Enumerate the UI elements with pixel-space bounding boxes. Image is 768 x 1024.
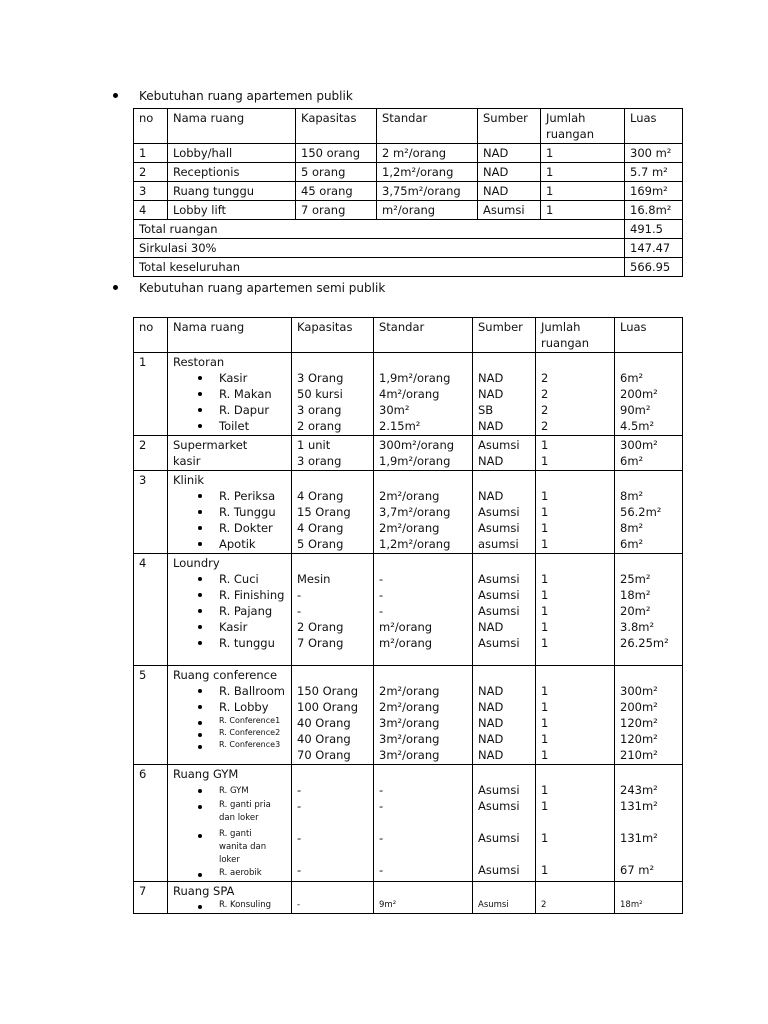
total-value: 147.47 xyxy=(625,239,683,258)
cell: 169m² xyxy=(625,182,683,201)
sumber-cell xyxy=(473,666,536,765)
cell: 2 m²/orang xyxy=(377,144,478,163)
kapasitas-cell xyxy=(292,554,374,666)
kapasitas-cell xyxy=(292,666,374,765)
standar-cell xyxy=(374,882,473,914)
value: 150 Orang xyxy=(297,684,359,698)
cell: 1 xyxy=(541,201,625,220)
list-item: R. Cuci xyxy=(173,571,286,587)
header-row xyxy=(134,109,683,144)
value: m²/orang xyxy=(379,636,433,650)
cell: 16.8m² xyxy=(625,201,683,220)
value: 1 xyxy=(541,521,549,535)
jumlah-cell xyxy=(536,436,615,471)
cell: 45 orang xyxy=(296,182,377,201)
kapasitas-cell xyxy=(292,882,374,914)
cell: 1 xyxy=(541,144,625,163)
header-cell: Standar xyxy=(374,318,473,353)
value: 4.5m² xyxy=(620,419,655,433)
value: - xyxy=(379,799,384,813)
list-item: R. Dapur xyxy=(173,402,286,418)
row-number: 1 xyxy=(134,353,168,436)
header-cell: Standar xyxy=(377,109,478,144)
jumlah-cell xyxy=(536,471,615,554)
cell: 3 xyxy=(134,182,168,201)
cell: m²/orang xyxy=(377,201,478,220)
value: Mesin xyxy=(297,572,331,586)
value: 1 xyxy=(541,588,549,602)
header-cell: no xyxy=(134,318,168,353)
value: 1 xyxy=(541,604,549,618)
value: SB xyxy=(478,403,494,417)
value: 1 xyxy=(541,748,549,762)
value: 1 xyxy=(541,489,549,503)
value: asumsi xyxy=(478,537,519,551)
list-item: R. Conference1 xyxy=(173,715,286,727)
cell: 5.7 m² xyxy=(625,163,683,182)
value: 9m² xyxy=(379,900,397,910)
table-row xyxy=(134,201,683,220)
cell: 7 orang xyxy=(296,201,377,220)
value: 1 xyxy=(541,863,549,877)
value: 1 unit xyxy=(297,438,331,452)
standar-cell xyxy=(374,554,473,666)
name-cell xyxy=(168,554,292,666)
value: 243m² xyxy=(620,783,658,797)
value: 70 Orang xyxy=(297,748,351,762)
jumlah-cell xyxy=(536,882,615,914)
value: 2m²/orang xyxy=(379,521,440,535)
value: - xyxy=(297,588,302,602)
table-row xyxy=(134,471,683,554)
value: 3m²/orang xyxy=(379,732,440,746)
value: 2m²/orang xyxy=(379,700,440,714)
cell: 300 m² xyxy=(625,144,683,163)
value: - xyxy=(379,863,384,877)
kapasitas-cell xyxy=(292,471,374,554)
table-row xyxy=(134,182,683,201)
value: 1,9m²/orang xyxy=(379,371,451,385)
table-semi-publik xyxy=(133,317,683,914)
list-item-line: R. ganti pria xyxy=(219,800,271,810)
total-label: Total keseluruhan xyxy=(134,258,625,277)
header-cell: Sumber xyxy=(478,109,541,144)
value: 1 xyxy=(541,799,549,813)
header-cell: no xyxy=(134,109,168,144)
value: 40 Orang xyxy=(297,716,351,730)
group-name: Restoran xyxy=(173,355,225,369)
value: NAD xyxy=(478,387,504,401)
kapasitas-cell xyxy=(292,353,374,436)
value: 2 xyxy=(541,419,549,433)
group-name: Ruang SPA xyxy=(173,884,235,898)
list-item-line: loker xyxy=(219,855,240,865)
list-item-line: wanita dan xyxy=(219,842,267,852)
value: - xyxy=(379,831,384,845)
section-heading-semi-publik xyxy=(113,280,385,296)
value: 26.25m² xyxy=(620,636,669,650)
value: 200m² xyxy=(620,387,658,401)
value: NAD xyxy=(478,620,504,634)
value: 2m²/orang xyxy=(379,489,440,503)
value: - xyxy=(297,783,302,797)
sumber-cell xyxy=(473,436,536,471)
kapasitas-cell xyxy=(292,436,374,471)
list-item-line: R. ganti xyxy=(219,829,252,839)
jumlah-cell xyxy=(536,666,615,765)
total-label: Sirkulasi 30% xyxy=(134,239,625,258)
value: 1,2m²/orang xyxy=(379,537,451,551)
sub-name: kasir xyxy=(173,454,201,468)
value: 3,7m²/orang xyxy=(379,505,451,519)
header-row xyxy=(134,318,683,353)
value: 300m²/orang xyxy=(379,438,455,452)
value: 8m² xyxy=(620,489,644,503)
list-item: R. Conference2 xyxy=(173,727,286,739)
value: 2 xyxy=(541,387,549,401)
value: 300m² xyxy=(620,438,658,452)
value: - xyxy=(379,572,384,586)
group-name: Ruang GYM xyxy=(173,767,239,781)
cell: Receptionis xyxy=(168,163,296,182)
value: 7 Orang xyxy=(297,636,344,650)
value: - xyxy=(379,604,384,618)
cell: NAD xyxy=(478,182,541,201)
value: 2m²/orang xyxy=(379,684,440,698)
cell: 3,75m²/orang xyxy=(377,182,478,201)
jumlah-cell xyxy=(536,765,615,882)
header-cell: Kapasitas xyxy=(292,318,374,353)
list-item: R. aerobik xyxy=(173,867,286,880)
value: 3m²/orang xyxy=(379,716,440,730)
value: 1 xyxy=(541,732,549,746)
value: 30m² xyxy=(379,403,410,417)
group-name: Klinik xyxy=(173,473,205,487)
cell: 5 orang xyxy=(296,163,377,182)
value: 1 xyxy=(541,783,549,797)
value: m²/orang xyxy=(379,620,433,634)
list-item: R. GYM xyxy=(173,783,286,799)
table-row xyxy=(134,163,683,182)
value: 20m² xyxy=(620,604,651,618)
value: NAD xyxy=(478,489,504,503)
header-cell: Luas xyxy=(625,109,683,144)
group-name: Loundry xyxy=(173,556,220,570)
value: 50 kursi xyxy=(297,387,343,401)
row-number: 5 xyxy=(134,666,168,765)
table-row xyxy=(134,436,683,471)
value: 210m² xyxy=(620,748,658,762)
value: 2 Orang xyxy=(297,620,344,634)
value: 2 orang xyxy=(297,419,342,433)
value: 67 m² xyxy=(620,863,655,877)
value: 18m² xyxy=(620,588,651,602)
list-item: R. Periksa xyxy=(173,488,286,504)
value: 1,9m²/orang xyxy=(379,454,451,468)
value: 200m² xyxy=(620,700,658,714)
name-cell xyxy=(168,765,292,882)
list-item-line: dan loker xyxy=(219,813,259,823)
value: 120m² xyxy=(620,716,658,730)
value: 1 xyxy=(541,716,549,730)
standar-cell xyxy=(374,765,473,882)
value: Asumsi xyxy=(478,783,520,797)
standar-cell xyxy=(374,666,473,765)
bullet-icon xyxy=(113,285,118,290)
cell: 1 xyxy=(541,182,625,201)
value: Asumsi xyxy=(478,900,509,910)
value: 100 Orang xyxy=(297,700,359,714)
list-item: Kasir xyxy=(173,370,286,386)
row-number: 4 xyxy=(134,554,168,666)
value: NAD xyxy=(478,684,504,698)
list-item: R. Finishing xyxy=(173,587,286,603)
cell: Lobby/hall xyxy=(168,144,296,163)
value: 4 Orang xyxy=(297,521,344,535)
sumber-cell xyxy=(473,471,536,554)
name-cell xyxy=(168,353,292,436)
row-number: 6 xyxy=(134,765,168,882)
luas-cell xyxy=(615,353,683,436)
value: 3 orang xyxy=(297,454,342,468)
value: - xyxy=(297,900,301,910)
value: 1 xyxy=(541,505,549,519)
value: 1 xyxy=(541,700,549,714)
value: Asumsi xyxy=(478,505,520,519)
list-item xyxy=(173,799,286,825)
luas-cell xyxy=(615,554,683,666)
section-heading-publik xyxy=(113,88,353,104)
value: 56.2m² xyxy=(620,505,662,519)
name-cell xyxy=(168,666,292,765)
value: 6m² xyxy=(620,371,644,385)
list-item: R. tunggu xyxy=(173,635,286,651)
value: - xyxy=(297,604,302,618)
value: Asumsi xyxy=(478,863,520,877)
kapasitas-cell xyxy=(292,765,374,882)
header-cell: Jumlah ruangan xyxy=(536,318,615,353)
value: - xyxy=(379,588,384,602)
value: NAD xyxy=(478,454,504,468)
list-item: R. Tunggu xyxy=(173,504,286,520)
value: 1 xyxy=(541,537,549,551)
table-publik xyxy=(133,108,683,277)
value: Asumsi xyxy=(478,831,520,845)
cell: NAD xyxy=(478,144,541,163)
list-item: Apotik xyxy=(173,536,286,552)
row-number: 7 xyxy=(134,882,168,914)
value: 131m² xyxy=(620,799,658,813)
table-row xyxy=(134,765,683,882)
list-item: R. Pajang xyxy=(173,603,286,619)
table-row xyxy=(134,882,683,914)
value: 40 Orang xyxy=(297,732,351,746)
name-cell xyxy=(168,882,292,914)
value: 6m² xyxy=(620,454,644,468)
list-item: R. Conference3 xyxy=(173,739,286,751)
luas-cell xyxy=(615,436,683,471)
name-cell xyxy=(168,436,292,471)
luas-cell xyxy=(615,471,683,554)
value: 25m² xyxy=(620,572,651,586)
table-row xyxy=(134,554,683,666)
value: Asumsi xyxy=(478,588,520,602)
header-cell: Kapasitas xyxy=(296,109,377,144)
total-value: 491.5 xyxy=(625,220,683,239)
value: 1 xyxy=(541,636,549,650)
value: 300m² xyxy=(620,684,658,698)
standar-cell xyxy=(374,353,473,436)
cell: 150 orang xyxy=(296,144,377,163)
value: 120m² xyxy=(620,732,658,746)
header-cell: Nama ruang xyxy=(168,318,292,353)
cell: Ruang tunggu xyxy=(168,182,296,201)
value: 3 Orang xyxy=(297,371,344,385)
value: - xyxy=(297,799,302,813)
heading-text: Kebutuhan ruang apartemen publik xyxy=(139,89,353,103)
header-cell: Luas xyxy=(615,318,683,353)
value: NAD xyxy=(478,732,504,746)
value: 4 Orang xyxy=(297,489,344,503)
value: 2 xyxy=(541,371,549,385)
value: 2 xyxy=(541,900,547,910)
sumber-cell xyxy=(473,765,536,882)
value: 3 orang xyxy=(297,403,342,417)
sumber-cell xyxy=(473,353,536,436)
jumlah-cell xyxy=(536,554,615,666)
value: NAD xyxy=(478,748,504,762)
total-row xyxy=(134,220,683,239)
list-item: R. Konsuling xyxy=(173,899,286,912)
standar-cell xyxy=(374,471,473,554)
value: Asumsi xyxy=(478,799,520,813)
value: 90m² xyxy=(620,403,651,417)
standar-cell xyxy=(374,436,473,471)
table-row xyxy=(134,353,683,436)
sumber-cell xyxy=(473,554,536,666)
sumber-cell xyxy=(473,882,536,914)
row-number: 3 xyxy=(134,471,168,554)
cell: Lobby lift xyxy=(168,201,296,220)
row-number: 2 xyxy=(134,436,168,471)
list-item xyxy=(173,828,286,867)
list-item: Kasir xyxy=(173,619,286,635)
value: NAD xyxy=(478,716,504,730)
value: - xyxy=(297,863,302,877)
value: NAD xyxy=(478,419,504,433)
cell: NAD xyxy=(478,163,541,182)
table-row xyxy=(134,666,683,765)
header-cell: Jumlah ruangan xyxy=(541,109,625,144)
value: 1 xyxy=(541,831,549,845)
value: 1 xyxy=(541,438,549,452)
value: NAD xyxy=(478,371,504,385)
cell: 4 xyxy=(134,201,168,220)
cell: 1 xyxy=(134,144,168,163)
value: 4m²/orang xyxy=(379,387,440,401)
cell: 2 xyxy=(134,163,168,182)
value: - xyxy=(297,831,302,845)
cell: Asumsi xyxy=(478,201,541,220)
luas-cell xyxy=(615,765,683,882)
value: 8m² xyxy=(620,521,644,535)
value: Asumsi xyxy=(478,572,520,586)
value: 2.15m² xyxy=(379,419,421,433)
value: Asumsi xyxy=(478,604,520,618)
name-cell xyxy=(168,471,292,554)
list-item: Toilet xyxy=(173,418,286,434)
header-cell: Nama ruang xyxy=(168,109,296,144)
value: - xyxy=(379,783,384,797)
list-item: R. Dokter xyxy=(173,520,286,536)
total-row xyxy=(134,239,683,258)
cell: 1 xyxy=(541,163,625,182)
group-name: Ruang conference xyxy=(173,668,278,682)
list-item: R. Lobby xyxy=(173,699,286,715)
value: 6m² xyxy=(620,537,644,551)
jumlah-cell xyxy=(536,353,615,436)
cell: 1,2m²/orang xyxy=(377,163,478,182)
list-item: R. Ballroom xyxy=(173,683,286,699)
total-row xyxy=(134,258,683,277)
value: 131m² xyxy=(620,831,658,845)
table-row xyxy=(134,144,683,163)
value: NAD xyxy=(478,700,504,714)
value: 1 xyxy=(541,454,549,468)
value: 5 Orang xyxy=(297,537,344,551)
value: 1 xyxy=(541,572,549,586)
total-label: Total ruangan xyxy=(134,220,625,239)
bullet-icon xyxy=(113,93,118,98)
value: 1 xyxy=(541,620,549,634)
value: Asumsi xyxy=(478,438,520,452)
value: 3.8m² xyxy=(620,620,655,634)
header-cell: Sumber xyxy=(473,318,536,353)
heading-text: Kebutuhan ruang apartemen semi publik xyxy=(139,281,386,295)
value: 1 xyxy=(541,684,549,698)
group-name: Supermarket xyxy=(173,438,248,452)
luas-cell xyxy=(615,666,683,765)
total-value: 566.95 xyxy=(625,258,683,277)
value: 15 Orang xyxy=(297,505,351,519)
luas-cell xyxy=(615,882,683,914)
value: 2 xyxy=(541,403,549,417)
value: 18m² xyxy=(620,900,643,910)
value: Asumsi xyxy=(478,521,520,535)
value: 3m²/orang xyxy=(379,748,440,762)
list-item: R. Makan xyxy=(173,386,286,402)
value: Asumsi xyxy=(478,636,520,650)
